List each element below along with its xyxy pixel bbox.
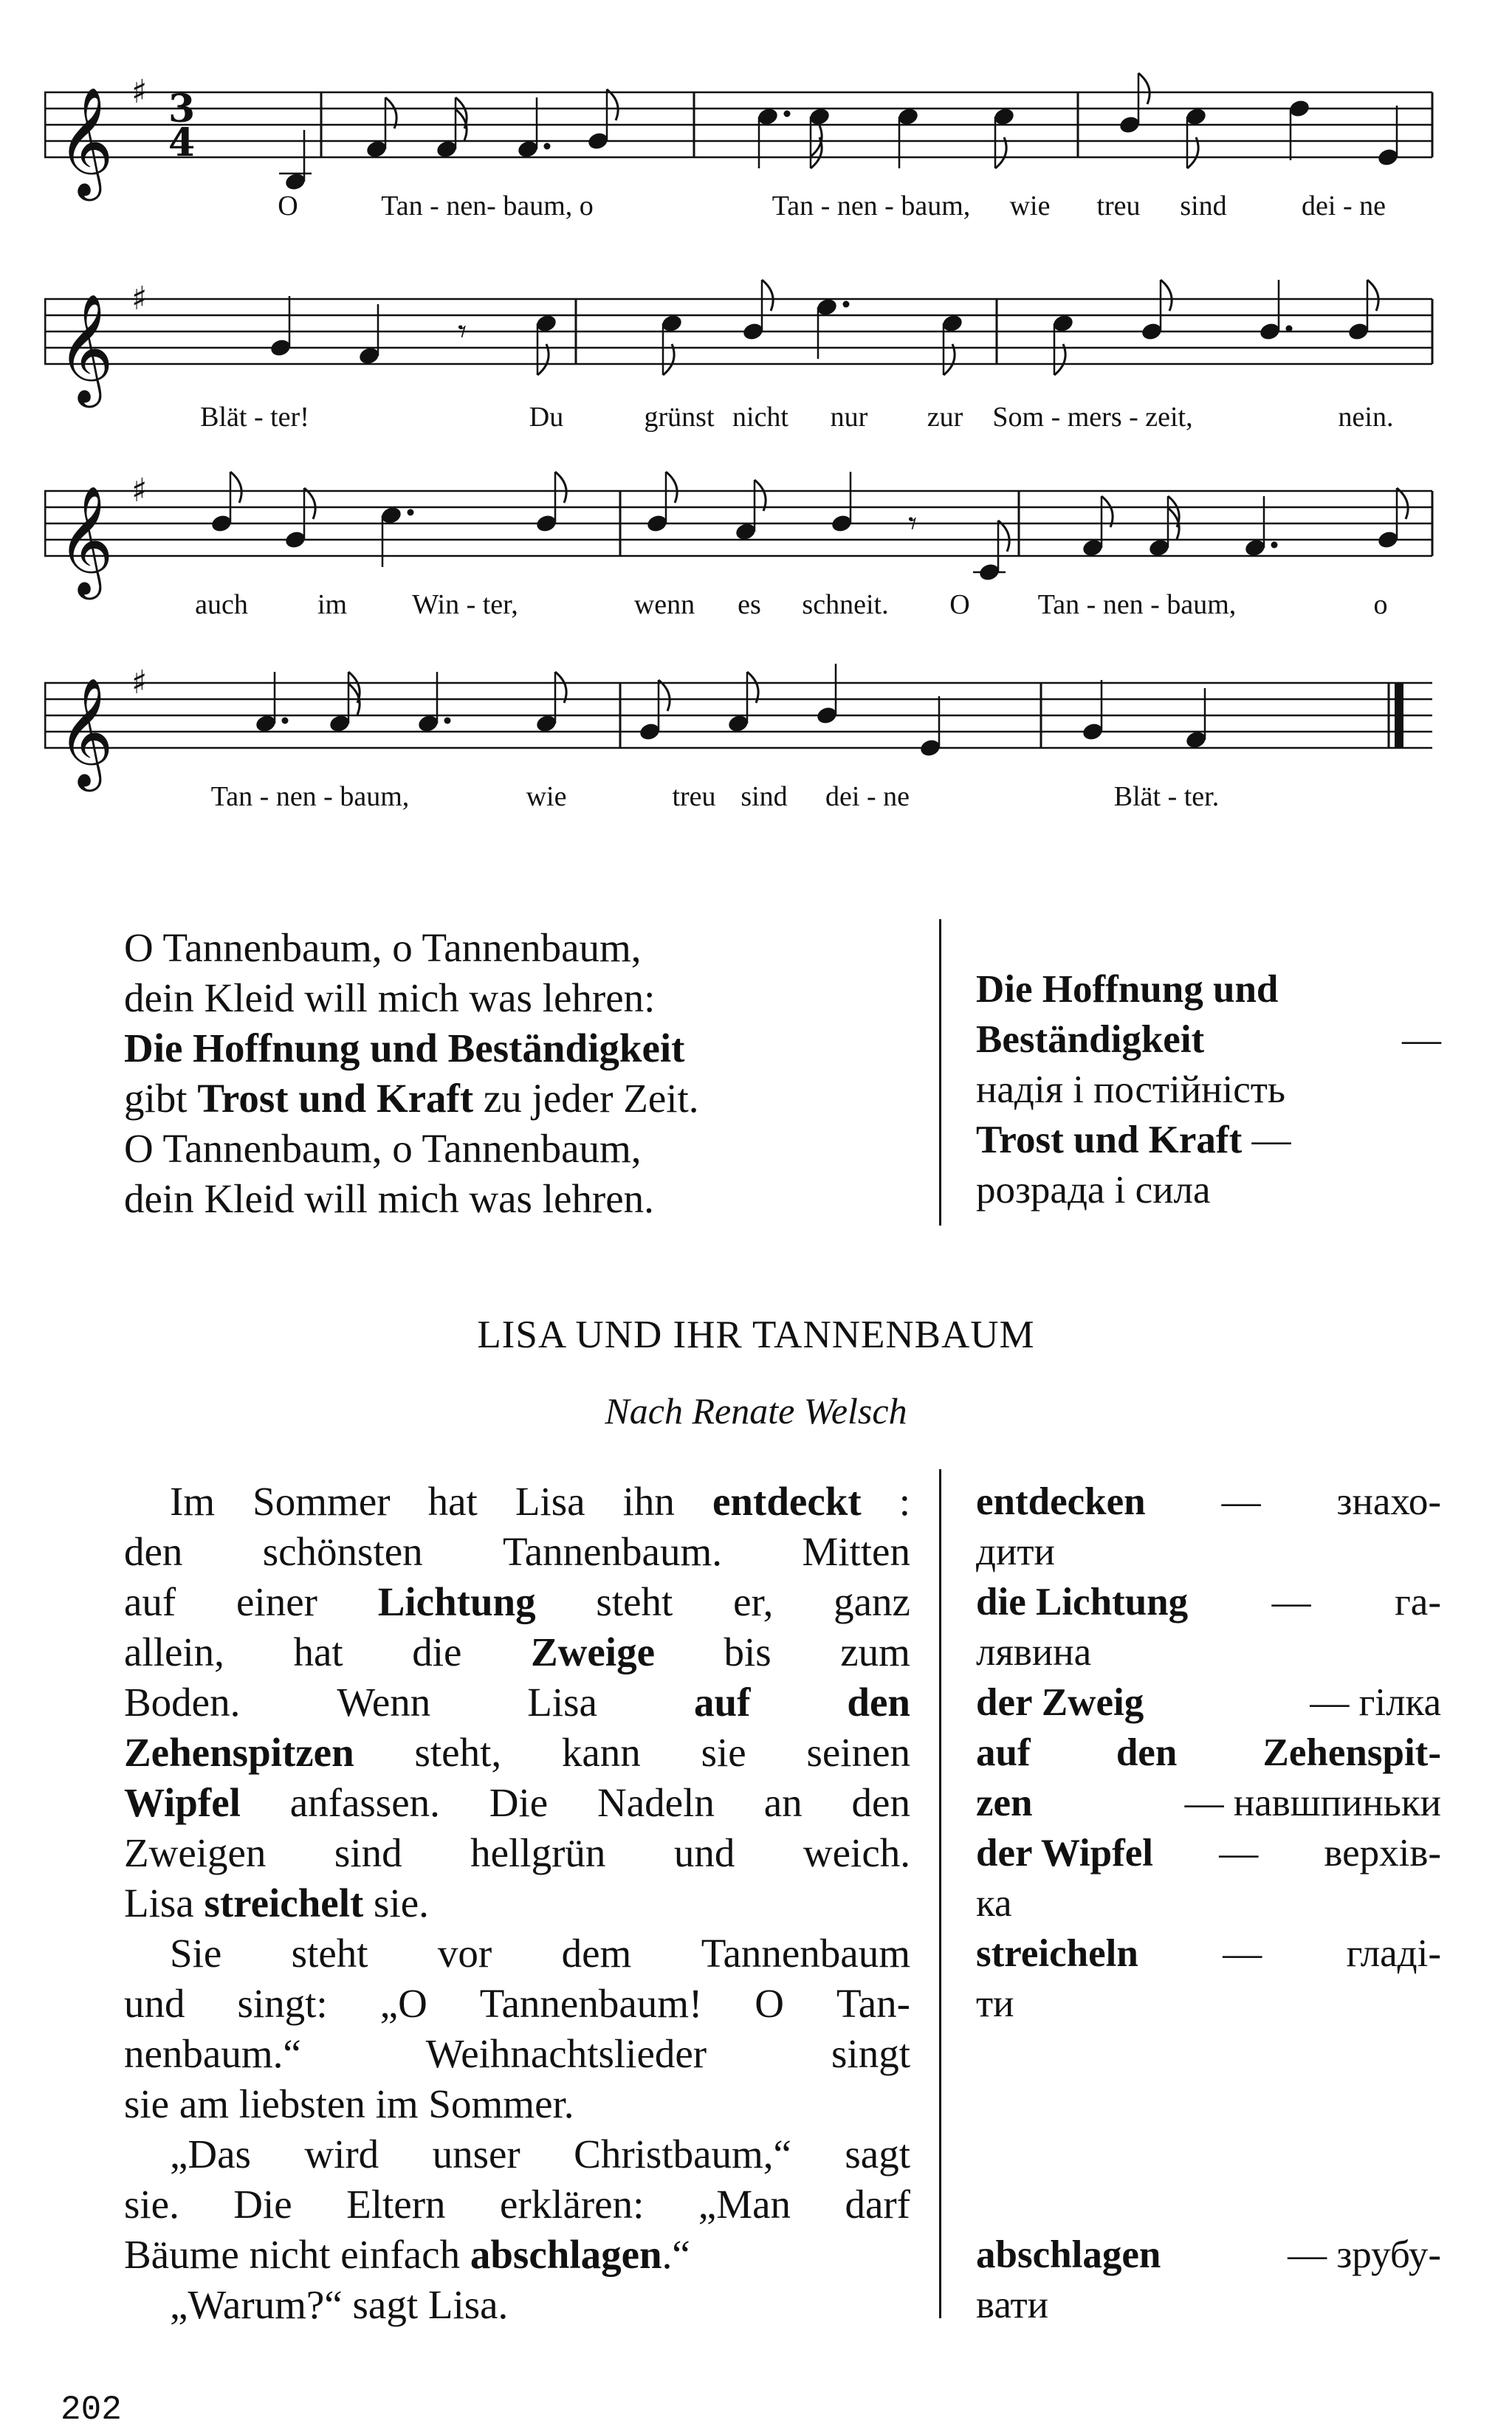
story-word: Die (233, 2182, 292, 2227)
glossary-line (976, 2230, 1441, 2280)
story-word: O (755, 1981, 785, 2026)
note (1051, 313, 1074, 375)
note (660, 313, 683, 375)
story-word: steht, (414, 1730, 502, 1775)
note (815, 297, 849, 359)
note (1376, 106, 1399, 168)
story-word: hat (293, 1629, 343, 1674)
story-line (124, 2230, 910, 2280)
sharp-icon: ♯ (131, 472, 148, 509)
story-word: Die (489, 1780, 549, 1825)
glossary-translation: надія і постійність (976, 1068, 1286, 1111)
lyric-syllable: wie (1009, 190, 1051, 221)
story-word: „Warum?“ sagt Lisa. (170, 2282, 509, 2327)
glossary-translation: гладі- (1346, 1932, 1441, 1975)
story-word: den (851, 1780, 910, 1825)
note (1140, 280, 1172, 342)
story-word: einer (236, 1579, 317, 1624)
verse-text: O Tannenbaum, o Tannenbaum, (124, 1126, 642, 1171)
story-author: Nach Renate Welsch (605, 1390, 907, 1432)
story-word: darf (845, 2182, 910, 2227)
glossary-term: Trost und Kraft (976, 1119, 1243, 1161)
story-word: kann (561, 1730, 641, 1775)
story-word: ganz (834, 1579, 910, 1624)
song-verse (124, 923, 914, 1224)
note (1118, 73, 1150, 135)
story-word: dem (561, 1931, 632, 1976)
music-staff-system (44, 70, 1447, 240)
glossary-dash: — (1402, 1018, 1441, 1061)
glossary-term: streicheln (976, 1932, 1138, 1975)
glossary-term: Zehenspit- (1262, 1731, 1441, 1774)
lyric-syllable: nicht (732, 402, 788, 433)
note (992, 106, 1015, 168)
story-line (124, 2079, 910, 2129)
lyric-syllable: es (738, 589, 761, 620)
story-word: Im (170, 1479, 216, 1524)
story-word: Tan- (836, 1981, 910, 2026)
note (535, 472, 566, 534)
verse-highlight: Trost und Kraft (197, 1076, 474, 1121)
note (815, 664, 838, 726)
glossary-entry (976, 1728, 1441, 1828)
note (279, 130, 312, 192)
glossary-translation: верхів- (1324, 1832, 1441, 1875)
note (808, 106, 831, 168)
glossary-entry (976, 1677, 1441, 1728)
vocabulary-word: Lichtung (377, 1579, 536, 1624)
story-word: Wenn (337, 1680, 431, 1725)
story-word: schönsten (262, 1529, 423, 1574)
lyric-syllable: o (1373, 589, 1388, 620)
time-signature-bottom: 4 (168, 120, 196, 165)
verse-text: dein Kleid will mich was lehren. (124, 1176, 654, 1221)
lyric-syllable: nur (830, 402, 868, 433)
note (1081, 496, 1113, 558)
rest-icon: 𝄾 (908, 503, 918, 543)
note (328, 672, 360, 734)
story-line (124, 1928, 910, 1979)
story-word: Christbaum,“ (574, 2131, 791, 2177)
glossary-entry (976, 2230, 1441, 2330)
time-signature-top: 3 (168, 86, 196, 131)
vocabulary-word: Zweige (530, 1629, 655, 1674)
glossary-line (976, 1477, 1441, 1527)
verse-line (124, 1023, 914, 1073)
column-divider (939, 919, 941, 1226)
story-line (124, 1477, 910, 1527)
story-word: unser (432, 2131, 520, 2177)
note (254, 672, 288, 734)
note (1258, 280, 1292, 342)
lyric-syllable: wie (526, 781, 567, 812)
glossary-entry (976, 1928, 1441, 2029)
glossary-entry (976, 1577, 1441, 1677)
story-line (124, 1778, 910, 1828)
story-word: Weihnachtslieder (425, 2031, 707, 2076)
glossary-translation: ти (976, 1982, 1014, 2025)
glossary-term: den (1116, 1731, 1178, 1774)
note (1347, 280, 1378, 342)
story-word: steht (291, 1931, 368, 1976)
story-word: Tannenbaum. (502, 1529, 722, 1574)
glossary-translation: — (1221, 1480, 1261, 1523)
staff-svg (44, 70, 1447, 240)
page-number: 202 (61, 2391, 122, 2429)
verse-highlight: Die Hoffnung und Beständigkeit (124, 1025, 685, 1071)
story-word: er, (733, 1579, 774, 1624)
note (416, 672, 450, 734)
story-word: erklären: (499, 2182, 645, 2227)
glossary-line (976, 964, 1441, 1014)
story-word: sind (334, 1830, 402, 1875)
vocabulary-word: Zehenspitzen (124, 1730, 354, 1775)
glossary-line (976, 2280, 1441, 2330)
story-line (124, 2280, 910, 2330)
glossary-term: Die Hoffnung und (976, 968, 1279, 1011)
note (638, 680, 670, 742)
story-word: Eltern (346, 2182, 446, 2227)
story-word: nenbaum.“ (124, 2031, 301, 2076)
story-word: „O (379, 1981, 427, 2026)
lyric-syllable: sind (740, 781, 788, 812)
story-word: .“ (662, 2232, 690, 2277)
note (1288, 98, 1310, 160)
note (1243, 496, 1277, 558)
lyric-syllable: grünst (644, 402, 715, 433)
sharp-icon: ♯ (131, 280, 148, 317)
note (941, 313, 963, 375)
story-word: Lisa (124, 1880, 205, 1925)
sharp-icon: ♯ (131, 664, 148, 701)
verse-line (124, 923, 914, 973)
story-word: Bäume nicht einfach (124, 2232, 470, 2277)
final-barline (1395, 683, 1403, 748)
lyric-syllable: Du (529, 402, 564, 433)
lyric-syllable: zur (927, 402, 963, 433)
verse-glossary (976, 964, 1441, 1215)
verse-text: gibt (124, 1076, 198, 1121)
glossary-translation: розрада і сила (976, 1169, 1211, 1212)
glossary-translation: — гілка (1310, 1681, 1441, 1724)
glossary-line (976, 1677, 1441, 1728)
note (741, 280, 773, 342)
vocabulary-word: abschlagen (470, 2232, 662, 2277)
story-word: singt: (237, 1981, 328, 2026)
lyric-syllable: schneit. (802, 589, 889, 620)
lyric-syllable: Som - mers - zeit, (992, 402, 1193, 433)
story-word: und (124, 1981, 185, 2026)
note (516, 97, 550, 159)
glossary-translation: — (1271, 1581, 1311, 1624)
note (645, 472, 677, 534)
note (726, 672, 758, 734)
glossary-translation: — навшпиньки (1184, 1782, 1441, 1824)
story-word: ihn (622, 1479, 675, 1524)
story-line (124, 1677, 910, 1728)
story-word: den (124, 1529, 183, 1574)
rest-icon: 𝄾 (458, 311, 467, 351)
note (1081, 680, 1104, 742)
note (586, 89, 618, 151)
treble-clef-icon: 𝄞 (58, 677, 114, 787)
lyric-syllable: sind (1180, 190, 1227, 221)
treble-clef-icon: 𝄞 (58, 293, 114, 403)
note (734, 480, 766, 542)
treble-clef-icon: 𝄞 (58, 86, 114, 196)
lyric-syllable: O (278, 190, 298, 221)
glossary-translation: — (1219, 1832, 1259, 1875)
lyric-syllable: nein. (1338, 402, 1394, 433)
lyric-syllable: Win - ter, (412, 589, 518, 620)
note (535, 313, 557, 375)
glossary-term: abschlagen (976, 2233, 1161, 2276)
glossary-line (976, 1878, 1441, 1928)
glossary-line (976, 1728, 1441, 1778)
lyric-syllable: Tan - nen - baum, (1037, 589, 1237, 620)
story-line (124, 2129, 910, 2179)
note (210, 472, 241, 534)
story-word: Sie (170, 1931, 222, 1976)
lyric-syllable: wenn (633, 589, 695, 620)
glossary-line (976, 1828, 1441, 1878)
note (1184, 106, 1207, 168)
glossary-line (976, 1979, 1441, 2029)
story-word: Tannenbaum! (479, 1981, 703, 2026)
lyric-syllable: Tan - nen - baum, (210, 781, 410, 812)
story-word: sie am liebsten im Sommer. (124, 2081, 574, 2126)
glossary-line (976, 1115, 1441, 1165)
sharp-icon: ♯ (131, 73, 148, 111)
lyric-syllable: auch (195, 589, 248, 620)
vocabulary-word: Wipfel (124, 1780, 241, 1825)
verse-text: O Tannenbaum, o Tannenbaum, (124, 925, 642, 970)
story-word: zum (840, 1629, 910, 1674)
story-line (124, 1979, 910, 2029)
glossary-line (976, 1577, 1441, 1627)
story-word: hat (427, 1479, 478, 1524)
note (269, 296, 292, 358)
story-line (124, 1728, 910, 1778)
glossary-translation: ка (976, 1882, 1012, 1925)
glossary-term: Beständigkeit (976, 1018, 1205, 1061)
verse-line (124, 1073, 914, 1124)
story-word: anfassen. (289, 1780, 440, 1825)
lyric-syllable: dei - ne (1302, 190, 1386, 221)
story-word: die (412, 1629, 462, 1674)
lyric-syllable: O (949, 589, 970, 620)
story-word: Tannenbaum (701, 1931, 910, 1976)
story-word: an (763, 1780, 803, 1825)
story-title: LISA UND IHR TANNENBAUM (477, 1313, 1035, 1356)
vocabulary-word: streichelt (204, 1880, 364, 1925)
note (756, 106, 790, 168)
glossary-translation: дити (976, 1530, 1055, 1573)
lyric-syllable: Tan - nen- baum, o (381, 190, 594, 221)
story-word: allein, (124, 1629, 224, 1674)
verse-line (124, 973, 914, 1023)
treble-clef-icon: 𝄞 (58, 485, 114, 595)
glossary-entry (976, 1477, 1441, 1577)
story-word: Sommer (252, 1479, 391, 1524)
glossary-term: die Lichtung (976, 1581, 1189, 1624)
glossary-line (976, 1778, 1441, 1828)
story-line (124, 1577, 910, 1627)
story-word: „Man (698, 2182, 791, 2227)
story-word: : (898, 1479, 910, 1524)
story-line (124, 1527, 910, 1577)
story-word: weich. (803, 1830, 910, 1875)
lyric-syllable: Tan - nen - baum, (772, 190, 971, 221)
story-line (124, 1878, 910, 1928)
glossary-translation: вати (976, 2284, 1049, 2326)
story-word: Nadeln (597, 1780, 715, 1825)
note (896, 106, 919, 168)
story-line (124, 1627, 910, 1677)
story-word: Lisa (527, 1680, 597, 1725)
story-word: vor (437, 1931, 492, 1976)
vocabulary-word: auf (693, 1680, 751, 1725)
story-line (124, 2029, 910, 2079)
music-staff-system (44, 661, 1447, 831)
story-word: sie. (124, 2182, 179, 2227)
lyric-syllable: Blät - ter! (200, 402, 309, 433)
vocabulary-word: den (847, 1680, 910, 1725)
glossary-term: entdecken (976, 1480, 1146, 1523)
column-divider (939, 1469, 941, 2318)
story-word: seinen (806, 1730, 910, 1775)
story-word: Boden. (124, 1680, 241, 1725)
story-line (124, 2179, 910, 2230)
glossary-term: der Wipfel (976, 1832, 1154, 1875)
note (435, 97, 467, 159)
lyric-syllable: treu (672, 781, 716, 812)
lyric-syllable: treu (1096, 190, 1141, 221)
story-word: auf (124, 1579, 176, 1624)
note (918, 696, 941, 758)
story-word: und (673, 1830, 735, 1875)
note (1376, 488, 1408, 550)
verse-line (124, 1174, 914, 1224)
note (1184, 688, 1207, 750)
story-word: Zweigen (124, 1830, 267, 1875)
lyric-syllable: dei - ne (825, 781, 910, 812)
glossary-line (976, 1527, 1441, 1577)
glossary-line (976, 1014, 1441, 1065)
story-word: Lisa (515, 1479, 585, 1524)
glossary-line (976, 1627, 1441, 1677)
story-word: wird (304, 2131, 379, 2177)
note (379, 505, 413, 567)
music-staff-system (44, 277, 1447, 447)
story-word: sie (701, 1730, 746, 1775)
note (1147, 496, 1179, 558)
story-word: sagt (845, 2131, 910, 2177)
verse-text: zu jeder Zeit. (473, 1076, 699, 1121)
story-word: Mitten (802, 1529, 910, 1574)
lyric-syllable: im (317, 589, 348, 620)
glossary-translation: га- (1395, 1581, 1441, 1624)
story-word: steht (596, 1579, 673, 1624)
glossary-translation: знахо- (1336, 1480, 1441, 1523)
note (535, 672, 566, 734)
lyric-syllable: Blät - ter. (1113, 781, 1220, 812)
story-word: singt (831, 2031, 910, 2076)
note (284, 488, 315, 550)
story-word: hellgrün (470, 1830, 606, 1875)
glossary-dash: — (1242, 1119, 1291, 1161)
note (365, 97, 396, 159)
vocabulary-word: entdeckt (712, 1479, 862, 1524)
note (830, 472, 853, 534)
story-word: bis (724, 1629, 772, 1674)
story-word: sie. (363, 1880, 429, 1925)
glossary-translation: — зрубу- (1288, 2233, 1441, 2276)
glossary-term: auf (976, 1731, 1031, 1774)
note (357, 304, 380, 366)
glossary-entry (976, 1828, 1441, 1928)
story-line (124, 1828, 910, 1878)
story-word: „Das (170, 2131, 251, 2177)
note (973, 520, 1009, 583)
glossary-line (976, 1928, 1441, 1979)
glossary-term: zen (976, 1782, 1033, 1824)
verse-text: dein Kleid will mich was lehren: (124, 975, 656, 1020)
glossary-term: der Zweig (976, 1681, 1144, 1724)
glossary-translation: лявина (976, 1631, 1092, 1674)
story-text (124, 1477, 910, 2330)
music-staff-system (44, 469, 1447, 639)
glossary-translation: — (1223, 1932, 1262, 1975)
verse-line (124, 1124, 914, 1174)
